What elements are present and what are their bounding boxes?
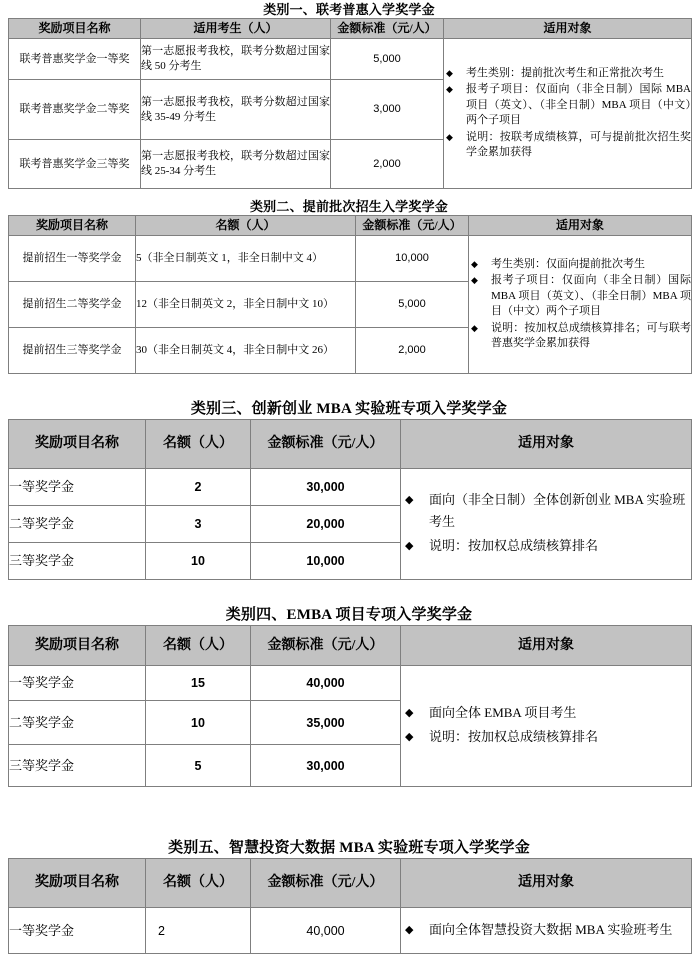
cell-quota: 5 [146, 745, 251, 787]
bullet-item: ◆ 报考子项目：仅面向（非全日制）国际 MBA 项目（英文）、（非全日制）MBA 项目（中文）两个子项目 [444, 82, 691, 129]
cell-award-name: 提前招生一等奖学金 [9, 236, 136, 282]
cell-amount: 20,000 [251, 506, 401, 543]
cell-criteria: 第一志愿报考我校，联考分数超过国家线 35-49 分考生 [141, 80, 331, 140]
cell-quota: 2 [146, 908, 251, 954]
column-header-target: 适用对象 [401, 859, 692, 908]
section-category-5 [0, 839, 698, 954]
cell-target-audience [401, 469, 692, 580]
column-header-quota: 名额（人） [136, 216, 356, 236]
bullet-item: ◆ 说明：按加权总成绩核算排名 [401, 726, 691, 748]
cell-amount: 5,000 [331, 39, 444, 80]
cell-amount: 40,000 [251, 908, 401, 954]
table-row [9, 236, 692, 282]
cell-criteria: 第一志愿报考我校，联考分数超过国家线 50 分考生 [141, 39, 331, 80]
cell-amount: 3,000 [331, 80, 444, 140]
column-header-amount: 金额标准（元/人） [356, 216, 469, 236]
section-title-category-5: 类别五、智慧投资大数据 MBA 实验班专项入学奖学金 [168, 840, 530, 856]
table-row [9, 39, 692, 80]
cell-quota: 10 [146, 701, 251, 745]
bullet-item: ◆ 考生类别：提前批次考生和正常批次考生 [444, 66, 691, 82]
cell-quota: 2 [146, 469, 251, 506]
cell-amount: 30,000 [251, 469, 401, 506]
table-header-row [9, 626, 692, 666]
bullet-item: ◆ 说明：按加权总成绩核算排名 [401, 535, 691, 557]
cell-amount: 30,000 [251, 745, 401, 787]
column-header-quota: 名额（人） [146, 420, 251, 469]
table-row [9, 469, 692, 506]
column-header-target: 适用对象 [469, 216, 692, 236]
cell-amount: 10,000 [356, 236, 469, 282]
bullet-item: ◆ 考生类别：仅面向提前批次考生 [469, 257, 691, 273]
cell-target-audience [401, 908, 692, 954]
cell-amount: 2,000 [331, 140, 444, 189]
column-header-amount: 金额标准（元/人） [331, 19, 444, 39]
section-title-category-4: 类别四、EMBA 项目专项入学奖学金 [225, 607, 473, 623]
table-row [9, 666, 692, 701]
table-category-3 [8, 419, 692, 580]
target-bullet-list [401, 489, 691, 557]
column-header-name: 奖励项目名称 [9, 19, 141, 39]
column-header-quota: 名额（人） [146, 626, 251, 666]
target-bullet-list [401, 919, 691, 941]
cell-amount: 5,000 [356, 282, 469, 328]
cell-target-audience [401, 666, 692, 787]
section-category-3 [0, 400, 698, 580]
table-header-row [9, 859, 692, 908]
table-category-4 [8, 625, 692, 787]
cell-award-name: 三等奖学金 [9, 543, 146, 580]
bottom-spacer [0, 954, 698, 960]
column-header-target: 适用对象 [401, 626, 692, 666]
cell-quota: 12（非全日制英文 2，非全日制中文 10） [136, 282, 356, 328]
cell-quota: 30（非全日制英文 4，非全日制中文 26） [136, 328, 356, 374]
column-header-name: 奖励项目名称 [9, 859, 146, 908]
bullet-item: ◆ 报考子项目：仅面向（非全日制）国际 MBA 项目（英文）、（非全日制）MBA 项目（中文）两个子项目 [469, 273, 691, 320]
table-category-1 [8, 18, 692, 189]
cell-amount: 2,000 [356, 328, 469, 374]
column-header-amount: 金额标准（元/人） [251, 859, 401, 908]
scholarship-document [0, 2, 698, 960]
cell-award-name: 二等奖学金 [9, 701, 146, 745]
cell-award-name: 联考普惠奖学金三等奖 [9, 140, 141, 189]
table-category-2 [8, 215, 692, 374]
table-header-row [9, 216, 692, 236]
cell-quota: 15 [146, 666, 251, 701]
column-header-name: 奖励项目名称 [9, 626, 146, 666]
cell-target-audience [444, 39, 692, 189]
cell-award-name: 联考普惠奖学金二等奖 [9, 80, 141, 140]
cell-amount: 40,000 [251, 666, 401, 701]
cell-amount: 10,000 [251, 543, 401, 580]
bullet-item: ◆ 面向全体 EMBA 项目考生 [401, 702, 691, 724]
table-row [9, 908, 692, 954]
column-header-target: 适用对象 [401, 420, 692, 469]
cell-award-name: 二等奖学金 [9, 506, 146, 543]
cell-award-name: 联考普惠奖学金一等奖 [9, 39, 141, 80]
cell-amount: 35,000 [251, 701, 401, 745]
target-bullet-list [444, 66, 691, 161]
cell-quota: 5（非全日制英文 1，非全日制中文 4） [136, 236, 356, 282]
section-category-1 [0, 2, 698, 189]
bullet-item: ◆ 面向（非全日制）全体创新创业 MBA 实验班考生 [401, 489, 691, 533]
column-header-name: 奖励项目名称 [9, 420, 146, 469]
target-bullet-list [469, 257, 691, 352]
column-header-amount: 金额标准（元/人） [251, 626, 401, 666]
cell-award-name: 一等奖学金 [9, 469, 146, 506]
cell-target-audience [469, 236, 692, 374]
section-title-category-3: 类别三、创新创业 MBA 实验班专项入学奖学金 [190, 401, 508, 417]
bullet-item: ◆ 说明：按联考成绩核算，可与提前批次招生奖学金累加获得 [444, 130, 691, 161]
section-category-4 [0, 606, 698, 787]
cell-quota: 10 [146, 543, 251, 580]
column-header-name: 奖励项目名称 [9, 216, 136, 236]
column-header-quota: 名额（人） [146, 859, 251, 908]
table-category-5 [8, 858, 692, 954]
column-header-amount: 金额标准（元/人） [251, 420, 401, 469]
bullet-item: ◆ 说明：按加权总成绩核算排名；可与联考普惠奖学金累加获得 [469, 321, 691, 352]
column-header-criteria: 适用考生（人） [141, 19, 331, 39]
cell-award-name: 提前招生三等奖学金 [9, 328, 136, 374]
cell-criteria: 第一志愿报考我校，联考分数超过国家线 25-34 分考生 [141, 140, 331, 189]
section-title-category-2: 类别二、提前批次招生入学奖学金 [249, 199, 448, 214]
column-header-target: 适用对象 [444, 19, 692, 39]
table-header-row [9, 19, 692, 39]
target-bullet-list [401, 702, 691, 748]
section-category-2 [0, 199, 698, 374]
cell-award-name: 提前招生二等奖学金 [9, 282, 136, 328]
cell-quota: 3 [146, 506, 251, 543]
table-header-row [9, 420, 692, 469]
bullet-item: ◆ 面向全体智慧投资大数据 MBA 实验班考生 [401, 919, 691, 941]
cell-award-name: 一等奖学金 [9, 666, 146, 701]
cell-award-name: 一等奖学金 [9, 908, 146, 954]
section-title-category-1: 类别一、联考普惠入学奖学金 [263, 2, 435, 17]
cell-award-name: 三等奖学金 [9, 745, 146, 787]
